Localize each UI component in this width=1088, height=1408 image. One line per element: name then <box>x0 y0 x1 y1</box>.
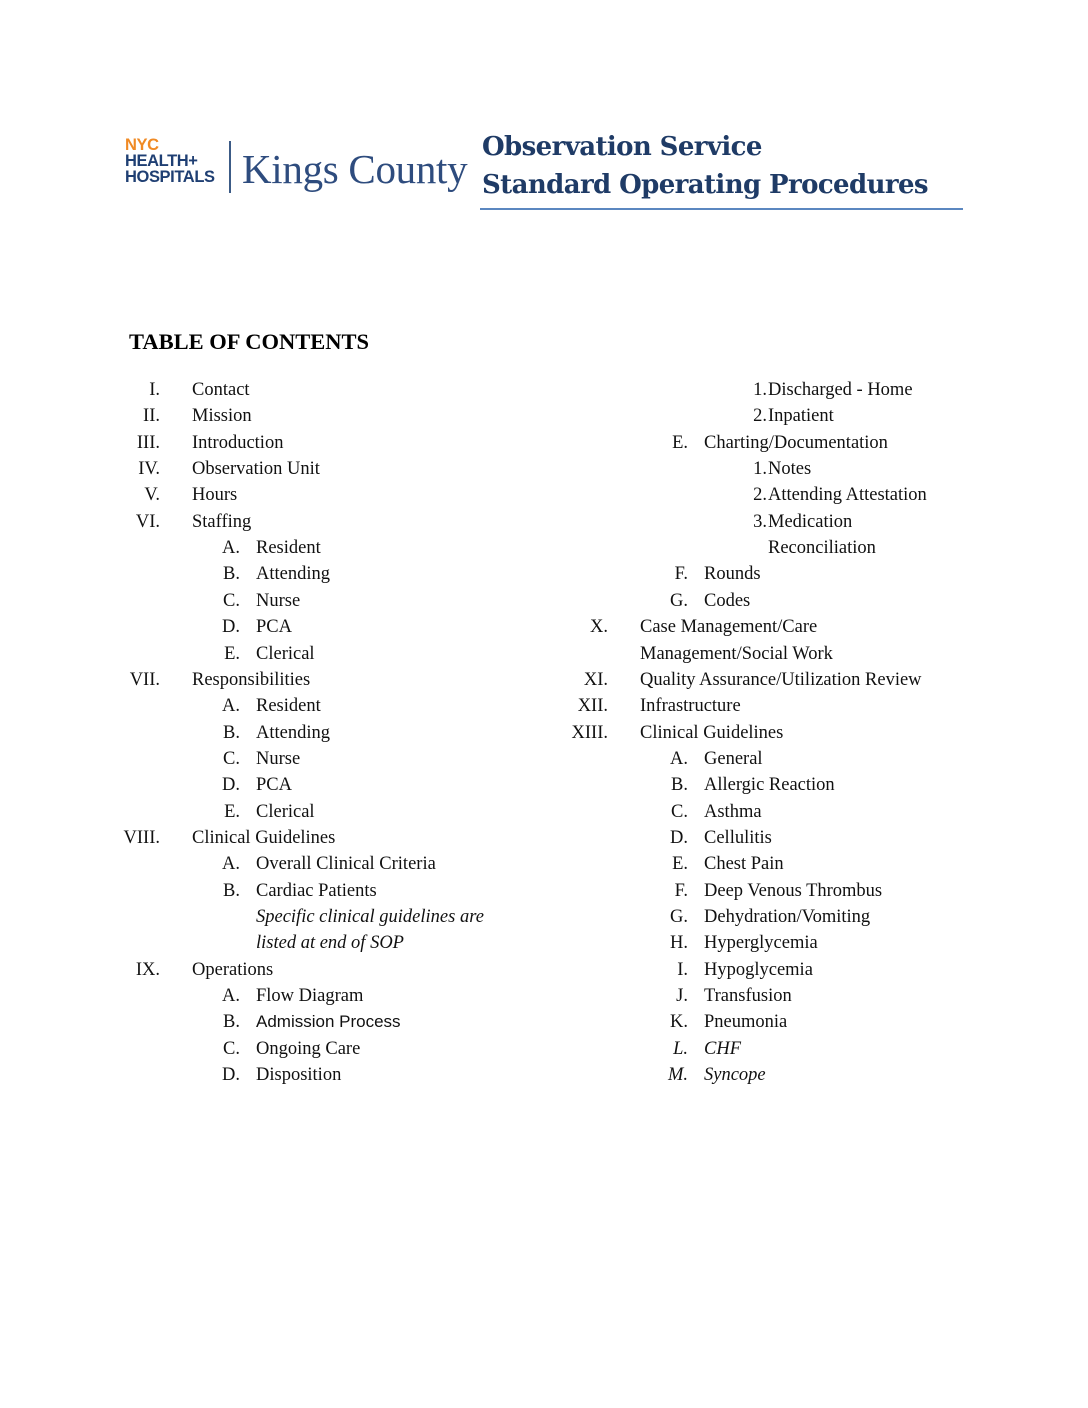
toc-entry-number: XII. <box>577 696 608 717</box>
toc-entry-text: Medication <box>768 511 853 532</box>
toc-entry-text: Asthma <box>704 801 762 822</box>
toc-entry-number: II. <box>143 406 160 427</box>
toc-entry-text: Staffing <box>192 511 252 532</box>
toc-entry-text: Deep Venous Thrombus <box>704 880 883 901</box>
toc-entry <box>0 667 1088 693</box>
toc-entry-number: H. <box>670 933 688 954</box>
toc-entry-text: PCA <box>256 775 292 796</box>
toc-entry <box>0 561 1088 587</box>
toc-entry <box>0 456 1088 482</box>
toc-entry-number: IV. <box>138 459 160 480</box>
toc-entry <box>0 1036 1088 1062</box>
toc-entry-text: Operations <box>192 959 274 980</box>
toc-entry-number: V. <box>144 485 160 506</box>
toc-entry-text: Resident <box>256 696 321 717</box>
toc-entry-number: D. <box>222 1065 240 1086</box>
toc-entry-number: F. <box>674 880 688 901</box>
toc-entry-number: B. <box>671 775 688 796</box>
toc-entry-text: Responsibilities <box>192 669 311 690</box>
toc-entry-text: Nurse <box>256 748 301 769</box>
toc-entry-number: E. <box>224 801 240 822</box>
toc-entry-number: C. <box>223 590 240 611</box>
toc-entry-number: J. <box>676 986 688 1007</box>
toc-entry-text: Hours <box>192 485 238 506</box>
toc-entry-number: 2. <box>753 406 767 427</box>
toc-entry-number: I. <box>677 959 688 980</box>
toc-entry <box>0 1009 1088 1035</box>
toc-entry-text: PCA <box>256 617 292 638</box>
hospital-logo <box>125 137 470 199</box>
toc-entry-text: Resident <box>256 538 321 559</box>
toc-entry-text: Notes <box>768 459 812 480</box>
toc-entry-number: L. <box>673 1038 688 1059</box>
toc-entry <box>0 851 1088 877</box>
toc-entry-number: X. <box>590 617 608 638</box>
toc-entry-text: Cardiac Patients <box>256 880 377 901</box>
toc-entry-text: Observation Unit <box>192 459 320 480</box>
toc-entry <box>0 878 1088 904</box>
toc-entry-number: B. <box>223 1012 240 1033</box>
toc-entry-number: C. <box>223 748 240 769</box>
logo-hospitals-text: HOSPITALS <box>125 168 215 186</box>
toc-entry-text: Flow Diagram <box>256 986 364 1007</box>
toc-entry-text: Pneumonia <box>704 1012 788 1033</box>
logo-health-text: HEALTH+ <box>125 152 198 170</box>
toc-entry-text: Clinical Guidelines <box>192 827 336 848</box>
toc-entry-text: Overall Clinical Criteria <box>256 854 436 875</box>
nyc-health-hospitals-wordmark <box>125 137 215 185</box>
toc-entry-text: Hypoglycemia <box>704 959 813 980</box>
title-underline <box>480 208 963 210</box>
toc-entry <box>0 1062 1088 1088</box>
toc-entry-text: Admission Process <box>256 1012 401 1032</box>
toc-entry-number: B. <box>223 880 240 901</box>
logo-facility-name: Kings County <box>242 146 468 192</box>
toc-entry-number: A. <box>222 696 240 717</box>
toc-entry-number: C. <box>671 801 688 822</box>
toc-entry <box>0 482 1088 508</box>
toc-entry-number: F. <box>674 564 688 585</box>
toc-entry-text: Chest Pain <box>704 854 784 875</box>
toc-entry-text: Case Management/Care <box>640 617 818 638</box>
toc-entry <box>0 509 1088 535</box>
toc-entry-number: A. <box>222 538 240 559</box>
toc-entry-text: Mission <box>192 406 252 427</box>
toc-entry-text: Hyperglycemia <box>704 933 818 954</box>
toc-entry-text: listed at end of SOP <box>256 933 404 954</box>
toc-entry-number: D. <box>670 827 688 848</box>
toc-entry-text: Clerical <box>256 643 315 664</box>
toc-entry-text: Discharged - Home <box>768 380 913 400</box>
toc-entry <box>0 957 1088 983</box>
toc-entry-text: Clerical <box>256 801 315 822</box>
toc-entry-text: Infrastructure <box>640 696 741 717</box>
toc-entry-number: E. <box>672 432 688 453</box>
toc-entry <box>0 430 1088 456</box>
toc-entry <box>0 904 1088 930</box>
toc-entry <box>0 799 1088 825</box>
toc-entry-number: E. <box>672 854 688 875</box>
toc-entry-text: Dehydration/Vomiting <box>704 907 871 927</box>
title-line-1: Observation Service <box>482 132 762 162</box>
toc-heading: TABLE OF CONTENTS <box>129 329 370 354</box>
toc-entry-text: Reconciliation <box>768 538 876 559</box>
toc-entry-number: 2. <box>753 485 767 506</box>
toc-entry <box>0 693 1088 719</box>
toc-entry-text: Attending Attestation <box>768 485 927 506</box>
document-title <box>482 128 962 204</box>
toc-entry <box>0 983 1088 1009</box>
toc-entry-text: Clinical Guidelines <box>640 722 784 743</box>
toc-entry-number: C. <box>223 1038 240 1059</box>
toc-entry <box>0 825 1088 851</box>
toc-entry-number: 1. <box>753 380 767 400</box>
title-line-2: Standard Operating Procedures <box>482 170 928 200</box>
toc-entry-number: 3. <box>753 511 767 532</box>
toc-entry-text: Contact <box>192 380 250 400</box>
toc-entry-text: Disposition <box>256 1065 342 1086</box>
toc-entry-text: General <box>704 748 763 769</box>
toc-entry-number: B. <box>223 564 240 585</box>
toc-entry-text: Inpatient <box>768 406 834 427</box>
toc-entry-text: Nurse <box>256 590 301 611</box>
toc-entry-number: 1. <box>753 459 767 480</box>
toc-entry-number: K. <box>670 1012 688 1033</box>
toc-entry-text: Transfusion <box>704 986 792 1007</box>
toc-entry-number: A. <box>222 854 240 875</box>
toc-entry-text: Management/Social Work <box>640 643 833 664</box>
toc-entry-text: Attending <box>256 564 330 585</box>
toc-entry-number: I. <box>149 380 160 400</box>
toc-entry-number: G. <box>670 590 688 611</box>
toc-entry-number: VI. <box>135 511 160 532</box>
toc-entry-number: A. <box>670 748 688 769</box>
toc-entry-number: VII. <box>129 669 160 690</box>
toc-entry-text: Introduction <box>192 432 284 453</box>
toc-entry-number: IX. <box>135 959 160 980</box>
toc-entry <box>0 377 1088 403</box>
toc-entry-number: XI. <box>583 669 608 690</box>
toc-entry <box>0 403 1088 429</box>
toc-entry-text: Rounds <box>704 564 761 585</box>
logo-nyc-text: NYC <box>125 136 159 154</box>
toc-entry <box>0 720 1088 746</box>
toc-entry-number: A. <box>222 986 240 1007</box>
toc-entry-text: Codes <box>704 590 751 611</box>
toc-entry <box>0 535 1088 561</box>
toc-entry-number: G. <box>670 907 688 927</box>
toc-entry-number: D. <box>222 617 240 638</box>
toc-entry-text: Charting/Documentation <box>704 432 888 453</box>
toc-entry-number: XIII. <box>571 722 608 743</box>
toc-entry <box>0 588 1088 614</box>
toc-entry-text: CHF <box>704 1038 741 1059</box>
toc-entry-text: Ongoing Care <box>256 1038 361 1059</box>
toc-entry-text: Specific clinical guidelines are <box>256 907 484 927</box>
toc-entry-number: D. <box>222 775 240 796</box>
toc-entry-number: B. <box>223 722 240 743</box>
toc-entry <box>0 614 1088 640</box>
toc-entry-text: Quality Assurance/Utilization Review <box>640 669 922 690</box>
toc-entry <box>0 641 1088 667</box>
toc-entry-number: III. <box>136 432 160 453</box>
toc-entry-number: VIII. <box>123 827 160 848</box>
toc-entry <box>0 746 1088 772</box>
toc-entry-number: E. <box>224 643 240 664</box>
toc-entry-text: Cellulitis <box>704 827 772 848</box>
toc-entry-text: Syncope <box>704 1065 766 1086</box>
toc-entry-number: M. <box>667 1065 688 1086</box>
toc-entry <box>0 930 1088 956</box>
toc-entry-text: Allergic Reaction <box>704 775 835 796</box>
logo-divider <box>229 141 231 193</box>
toc-entry <box>0 772 1088 798</box>
toc-entry-text: Attending <box>256 722 330 743</box>
